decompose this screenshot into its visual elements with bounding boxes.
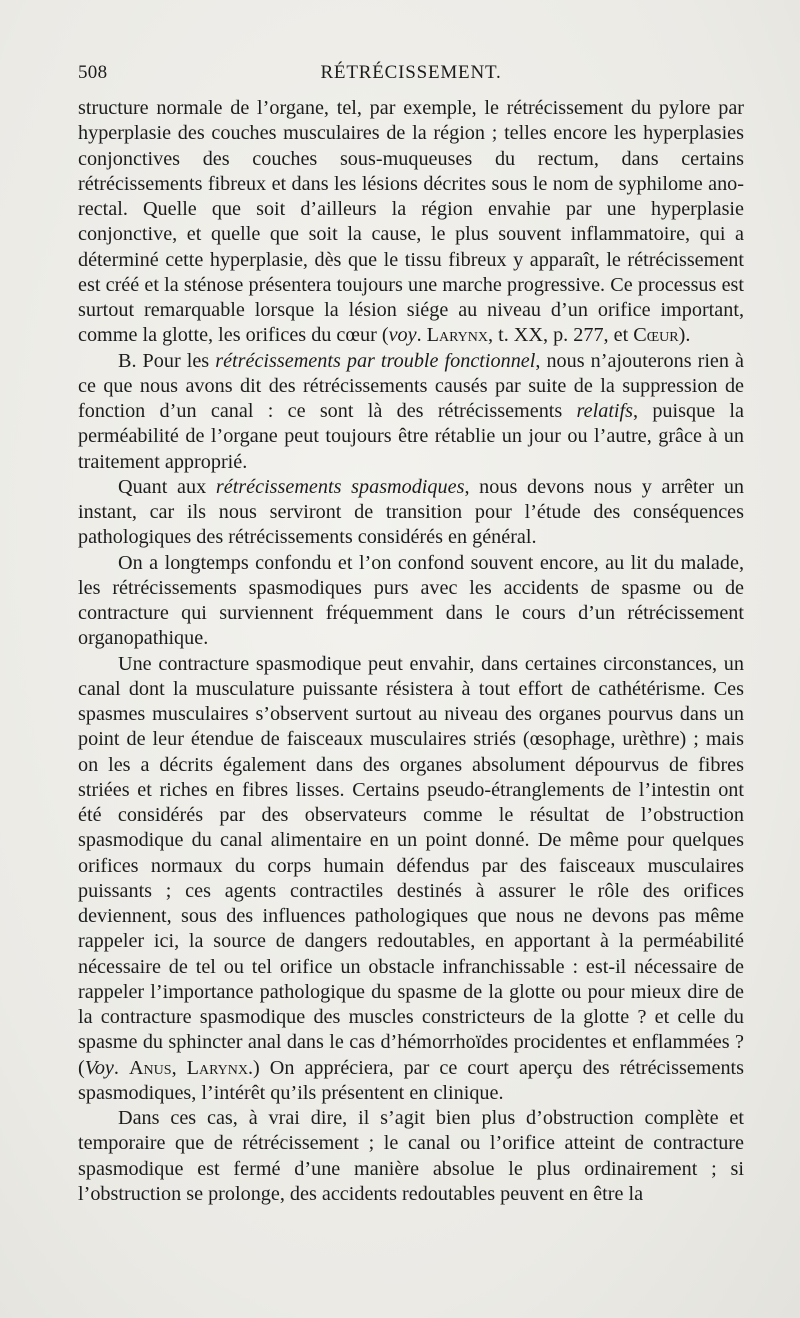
paragraph-1-text: structure normale de l’organe, tel, par exemple, le rétrécissement du pylore par hyperplasie des couches musculaires de la région ; telles encore les hyperplasies conjonctives des couches sous-muqueuses du rectum, dans certains rétrécissements fibreux et dans les lésions décrites sous le nom de syphilome ano-rectal. Quelle que soit d’ailleurs la région envahie par une hyperplasie conjonctive, et quelle que soit la cause, le plus souvent inflammatoire, qui a déterminé cette hyperplasie, dès que le tissu fibreux y apparaît, le rétrécissement est créé et la sténose présentera toujours une marche progressive. Ce processus est surtout remarquable lorsque la lésion siége au niveau d’un orifice important, comme la glotte, les orifices du cœur ( [78,97,744,347]
cross-reference-anus: Anus [128,1056,172,1079]
paragraph-2-text: , nous n’ajouterons rien à ce que nous avons dit des rétrécissements causés par suite de la suppression de fonction d’un canal : ce sont là des rétrécissements [78,349,744,422]
voy-abbreviation: Voy [84,1056,114,1079]
cross-reference-larynx: Larynx [426,324,489,347]
paragraph-5-text: Une contracture spasmodique peut envahir, dans certaines circonstances, un canal dont la musculature puissante résistera à tout effort de cathétérisme. Ces spasmes musculaires s’observent surtout au niveau des organes pourvus dans un point de leur étendue de faisceaux musculaires striés (œsophage, urèthre) ; mais on les a décrits également dans des organes absolument dépourvus de fibres striées et riches en fibres lisses. Certains pseudo-étranglements de l’intestin ont été considérés par des observateurs comme le résultat de l’obstruction spasmodique du canal alimentaire en un point donné. De même pour quelques orifices normaux du corps humain défendus par des faisceaux musculaires puissants ; ces agents contractiles destinés à assurer le rôle des orifices deviennent, sous des influences pathologiques que nous ne devons pas même rappeler ici, la source de dangers redoutables, en apportant à la perméabilité nécessaire de tel ou tel orifice un obstacle infranchissable : est-il nécessaire de rappeler l’importance pathologique du spasme de la glotte ou pour mieux dire de la contracture spasmodique des muscles constricteurs de la glotte ? et celle du spasme du sphincter anal dans le cas d’hémorrhoïdes procidentes et enflammées ? ( [78,652,744,1079]
paragraph-5-text: , [171,1056,187,1079]
page-header [78,62,744,92]
paragraph-3 [78,475,744,551]
page-number: 508 [78,62,108,83]
paragraph-3-text: , nous devons nous y arrêter un instant, car ils nous serviront de transition pour l’étude des conséquences pathologiques des rétrécissements considérés en général. [78,475,745,549]
emphasis-spasmodiques: rétrécissements spasmodiques [215,475,465,498]
paragraph-2-text: , puisque la perméabilité de l’organe peut toujours être rétablie un jour ou l’autre, grâce à un traitement approprié. [78,400,744,473]
emphasis-relatifs: relatifs [576,400,633,422]
body-text [78,96,744,1207]
cross-reference-larynx: Larynx [186,1056,248,1079]
paragraph-1-text: . [416,324,427,347]
paragraph-6: Dans ces cas, à vrai dire, il s’agit bien plus d’obstruction complète et temporaire que de rétrécissement ; le canal ou l’orifice atteint de contracture spasmodique est fermé d’une manière absolue le plus ordinairement ; si l’obstruction se prolonge, des accidents redoutables peuvent en être la [78,1107,744,1205]
paragraph-2-text: B. Pour les [118,349,216,372]
paragraph-5-text: . [113,1056,129,1079]
paragraph-1-text: ). [678,324,691,347]
paragraph-4: On a longtemps confondu et l’on confond souvent encore, au lit du malade, les rétrécissements spasmodiques purs avec les accidents de spasme ou de contracture qui surviennent fréquemment dans le cours d’un rétrécissement organopathique. [78,551,744,650]
paragraph-5-text: .) On appréciera, par ce court aperçu des rétrécissements spasmodiques, l’intérêt qu’ils présentent en clinique. [78,1056,745,1104]
paragraph-1-text: , t. XX, p. 277, et [488,324,634,347]
paragraph-3-text: Quant aux [118,475,216,498]
paragraph-1 [78,96,744,349]
emphasis-trouble-fonctionnel: rétrécissements par trouble fonctionnel [215,349,536,372]
paragraph-2 [78,349,744,475]
cross-reference-coeur: Cœur [633,324,679,347]
voy-abbreviation: voy [388,324,417,347]
paragraph-5 [78,652,744,1107]
running-title: RÉTRÉCISSEMENT. [320,62,502,83]
